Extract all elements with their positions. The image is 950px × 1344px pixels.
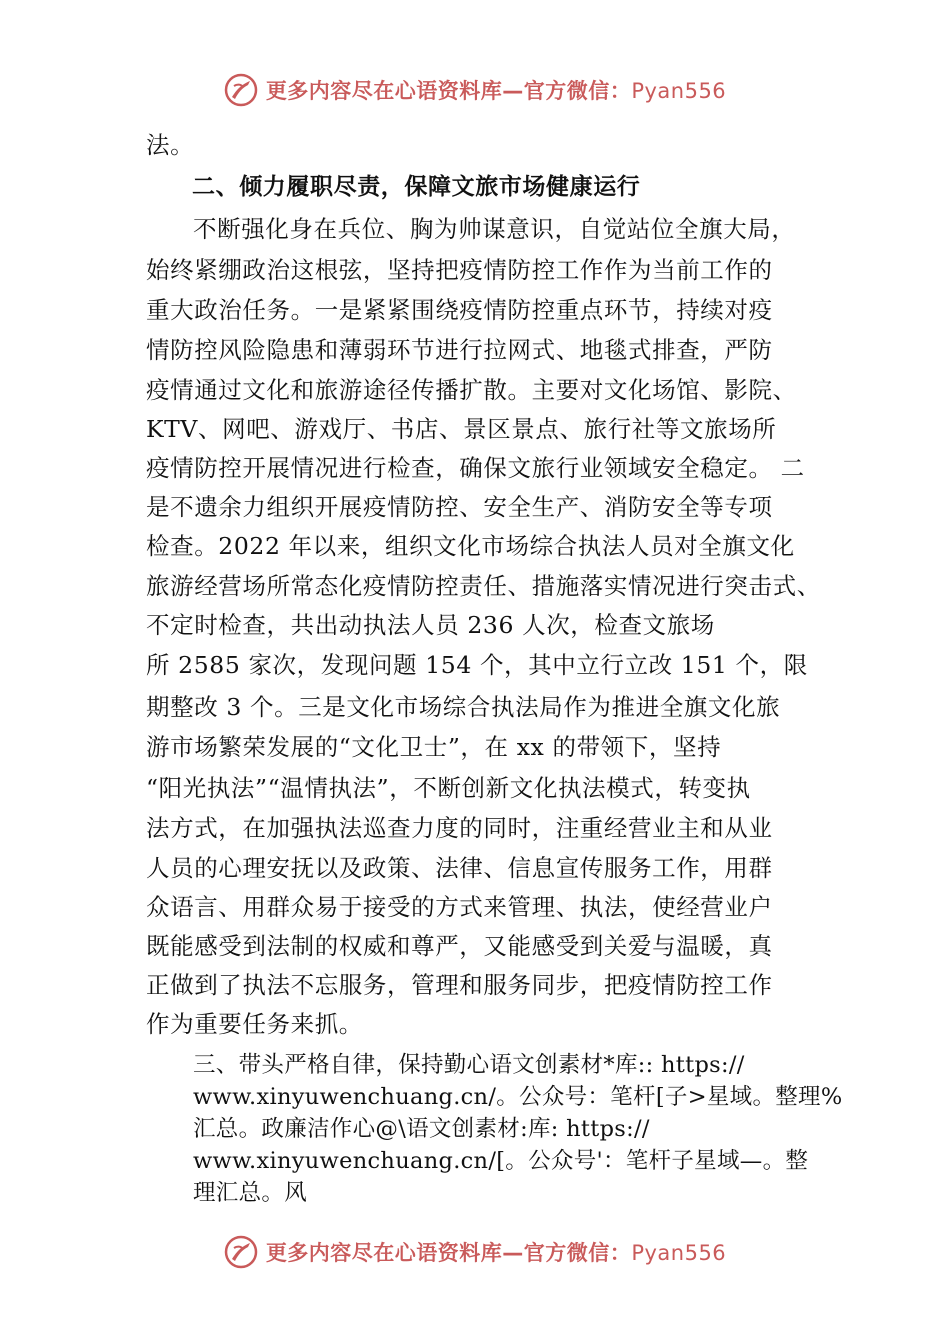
paragraph-line: 众语言、用群众易于接受的方式来管理、执法，使经营业户 (146, 893, 773, 921)
header-watermark-banner (0, 68, 950, 112)
hand-pen-logo-icon (224, 73, 258, 107)
banner-text: 更多内容尽在心语资料库—官方微信：Pyan556 (265, 1241, 727, 1265)
wechat-id: Pyan556 (631, 1241, 727, 1265)
footer-watermark-banner (0, 1230, 950, 1274)
hand-pen-logo-icon (224, 1235, 258, 1269)
paragraph-line: www.xinyuwenchuang.cn/[。公众号'：笔杆子星域—。整 (193, 1148, 809, 1174)
paragraph-line: 所 2585 家次，发现问题 154 个，其中立行立改 151 个，限 (146, 651, 808, 679)
paragraph-line: 期整改 3 个。三是文化市场综合执法局作为推进全旗文化旅 (146, 693, 781, 721)
section-heading: 二、倾力履职尽责，保障文旅市场健康运行 (192, 174, 641, 200)
paragraph-line: 法方式，在加强执法巡查力度的同时，注重经营业主和从业 (146, 814, 773, 842)
paragraph-line: 情防控风险隐患和薄弱环节进行拉网式、地毯式排查，严防 (146, 336, 773, 364)
paragraph-line: 始终紧绷政治这根弦，坚持把疫情防控工作作为当前工作的 (146, 256, 773, 284)
paragraph-line: KTV、网吧、游戏厅、书店、景区景点、旅行社等文旅场所 (146, 415, 777, 443)
paragraph-line: 不断强化身在兵位、胸为帅谋意识，自觉站位全旗大局， (193, 215, 796, 243)
paragraph-line: 三、带头严格自律，保持勤心语文创素材*库:: https:// (193, 1052, 745, 1078)
paragraph-line: 人员的心理安抚以及政策、法律、信息宣传服务工作，用群 (146, 854, 773, 882)
paragraph-line: 检查。2022 年以来，组织文化市场综合执法人员对全旗文化 (146, 532, 795, 560)
wechat-id: Pyan556 (631, 79, 727, 103)
paragraph-line: 疫情通过文化和旅游途径传播扩散。主要对文化场馆、影院、 (146, 376, 797, 404)
paragraph-line: 既能感受到法制的权威和尊严，又能感受到关爱与温暖，真 (146, 932, 773, 960)
paragraph-line: 疫情防控开展情况进行检查，确保文旅行业领域安全稳定。 二 (146, 454, 805, 482)
paragraph-line: 作为重要任务来抓。 (146, 1010, 363, 1038)
banner-text: 更多内容尽在心语资料库—官方微信：Pyan556 (265, 79, 727, 103)
paragraph-line: 是不遗余力组织开展疫情防控、安全生产、消防安全等专项 (146, 493, 773, 521)
paragraph-line: www.xinyuwenchuang.cn/。公众号：笔杆[子>星域。整理% (193, 1084, 843, 1110)
paragraph-line: “阳光执法”“温情执法”，不断创新文化执法模式，转变执 (146, 774, 751, 802)
paragraph-line: 法。 (146, 131, 195, 159)
paragraph-line: 旅游经营场所常态化疫情防控责任、措施落实情况进行突击式、 (146, 572, 821, 600)
paragraph-line: 游市场繁荣发展的“文化卫士”，在 xx 的带领下，坚持 (146, 733, 722, 761)
paragraph-line: 不定时检查，共出动执法人员 236 人次，检查文旅场 (146, 611, 715, 639)
paragraph-line: 理汇总。风 (193, 1180, 308, 1206)
paragraph-line: 正做到了执法不忘服务，管理和服务同步，把疫情防控工作 (146, 971, 773, 999)
paragraph-line: 汇总。政廉洁作心@\语文创素材:库: https:// (193, 1116, 650, 1142)
paragraph-line: 重大政治任务。一是紧紧围绕疫情防控重点环节，持续对疫 (146, 296, 773, 324)
